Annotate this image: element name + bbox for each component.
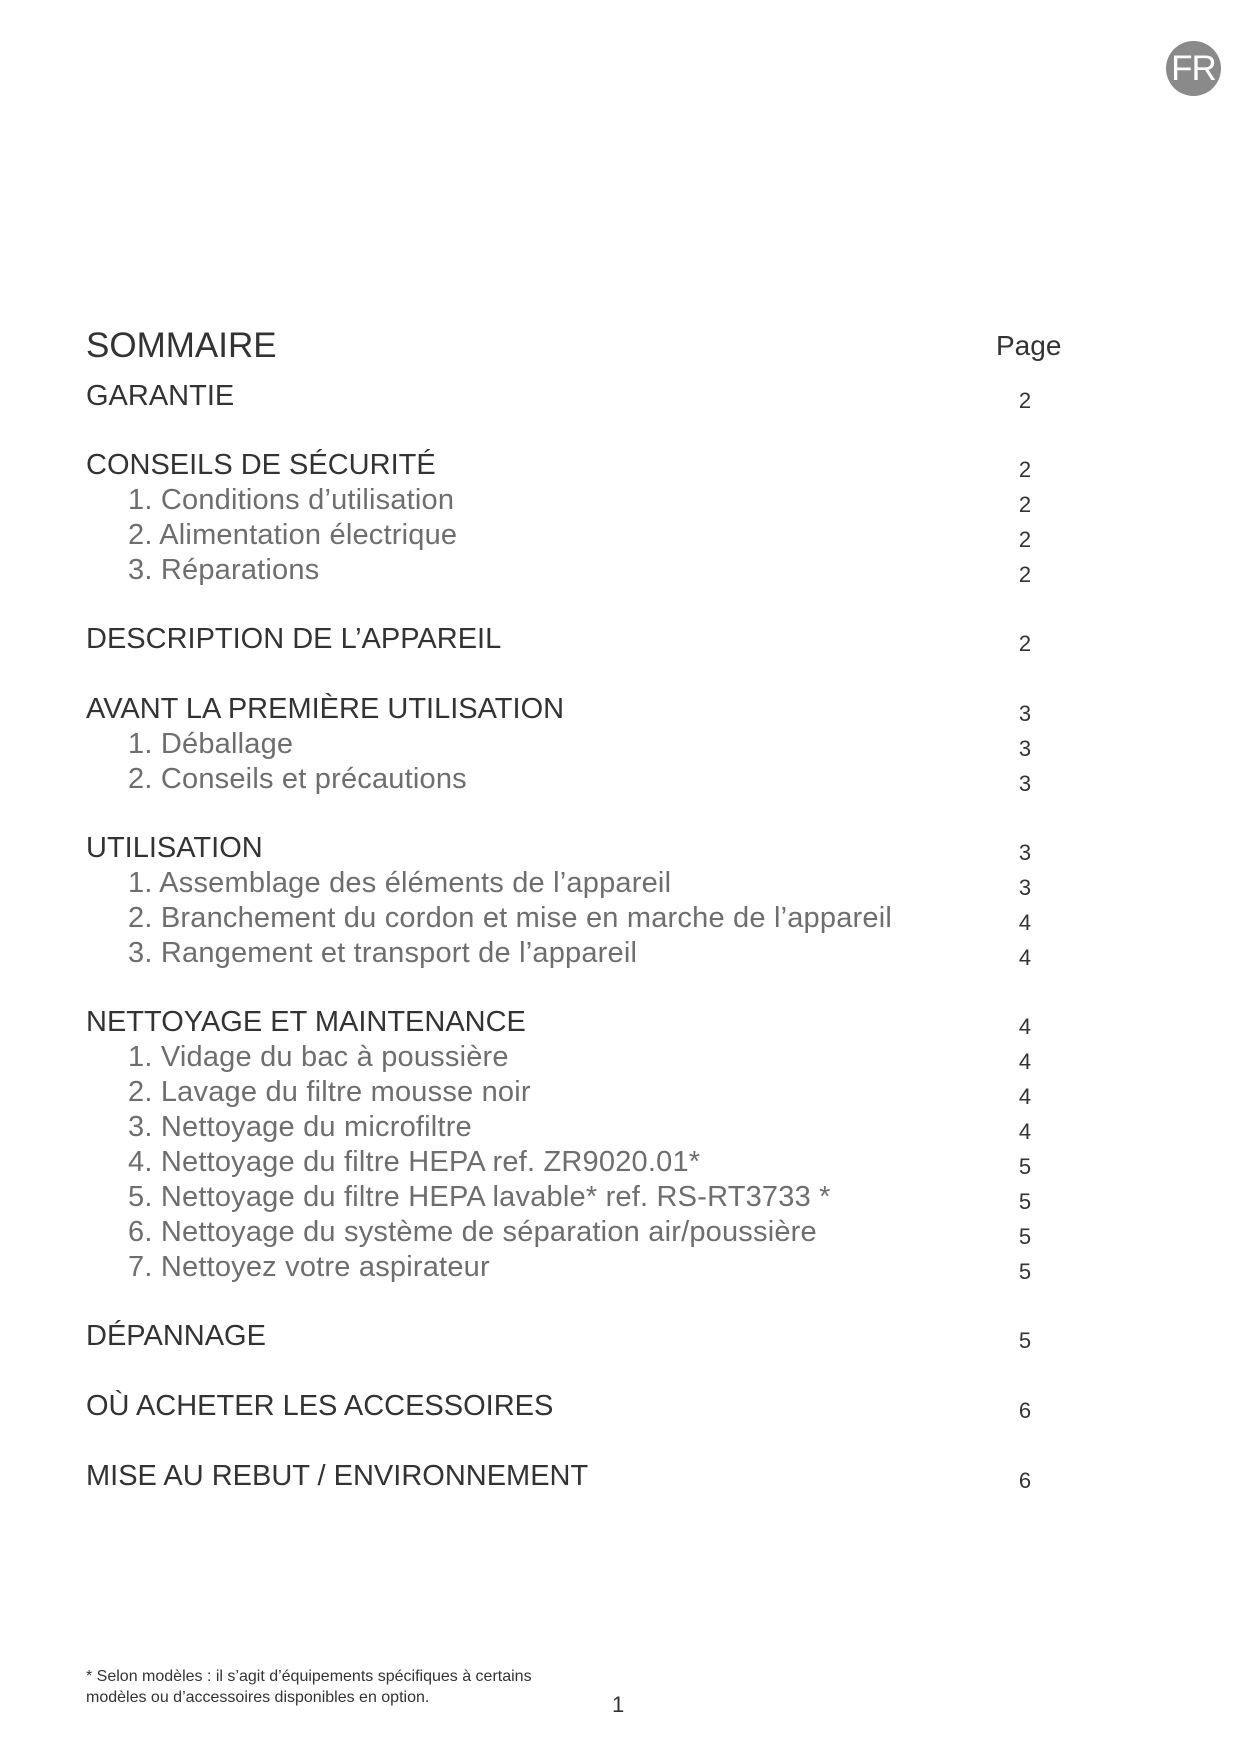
toc-page-number: 4 [1018,945,1032,970]
toc-page-number: 5 [1018,1189,1032,1214]
toc-section-conseils-securite [0,449,1240,484]
toc-label: 1. Vidage du bac à poussière [128,1041,509,1073]
toc-page-number: 6 [1018,1468,1032,1493]
toc-page-number: 4 [1018,1014,1032,1039]
footnote [86,1666,532,1708]
page-column-label: Page [996,330,1062,361]
toc-section-garantie [0,380,1240,415]
footnote-line: * Selon modèles : il s’agit d’équipements spécifiques à certains [86,1668,532,1685]
toc-page-number: 2 [1018,388,1032,413]
toc-section-environnement [0,1460,1240,1495]
toc-page-number: 3 [1018,771,1032,796]
toc-label: 3. Réparations [128,554,320,586]
toc-label: GARANTIE [86,380,235,412]
page-title: SOMMAIRE [86,326,277,365]
toc-label: 3. Rangement et transport de l’appareil [128,937,638,969]
toc-label: UTILISATION [86,832,263,864]
toc-label: CONSEILS DE SÉCURITÉ [86,449,436,481]
toc-page-number: 4 [1018,1049,1032,1074]
toc-subsection [0,1181,1240,1216]
toc-label: AVANT LA PREMIÈRE UTILISATION [86,693,565,725]
toc-page-number: 2 [1018,457,1032,482]
toc-subsection [0,902,1240,937]
toc-page-number: 2 [1018,492,1032,517]
toc-subsection [0,867,1240,902]
toc-subsection [0,1041,1240,1076]
toc-subsection [0,519,1240,554]
toc-page-number: 5 [1018,1224,1032,1249]
toc-label: 3. Nettoyage du microfiltre [128,1111,472,1143]
toc-label: 2. Lavage du filtre mousse noir [128,1076,531,1108]
footnote-line: modèles ou d’accessoires disponibles en option. [86,1689,430,1706]
toc-label: 5. Nettoyage du filtre HEPA lavable* ref. RS-RT3733 * [128,1181,831,1213]
toc-page-number: 3 [1018,701,1032,726]
toc-subsection [0,484,1240,519]
toc-subsection [0,1111,1240,1146]
toc-subsection [0,728,1240,763]
toc-section-utilisation [0,832,1240,867]
toc-page-number: 2 [1018,527,1032,552]
toc-label: 2. Conseils et précautions [128,763,467,795]
toc-page-number: 5 [1018,1154,1032,1179]
toc-page-number: 3 [1018,875,1032,900]
toc-page-number: 4 [1018,1119,1032,1144]
toc-page-number: 2 [1018,631,1032,656]
toc-label: MISE AU REBUT / ENVIRONNEMENT [86,1460,589,1492]
toc-subsection [0,1076,1240,1111]
page-number: 1 [612,1692,625,1717]
toc-page-number: 6 [1018,1398,1032,1423]
toc-label: 4. Nettoyage du filtre HEPA ref. ZR9020.01* [128,1146,701,1178]
toc-label: OÙ ACHETER LES ACCESSOIRES [86,1390,554,1422]
toc-subsection [0,937,1240,972]
toc-page-number: 4 [1018,1084,1032,1109]
toc-section-description [0,623,1240,658]
toc-page-number: 2 [1018,562,1032,587]
toc-label: 1. Déballage [128,728,294,760]
toc-subsection [0,1251,1240,1286]
toc-section-accessoires [0,1390,1240,1425]
toc-label: 1. Conditions d’utilisation [128,484,455,516]
toc-subsection [0,554,1240,589]
toc-page-number: 4 [1018,910,1032,935]
toc-label: NETTOYAGE ET MAINTENANCE [86,1006,526,1038]
toc-page-number: 3 [1018,736,1032,761]
toc-subsection [0,763,1240,798]
toc-label: 1. Assemblage des éléments de l’appareil [128,867,672,899]
toc-page-number: 5 [1018,1328,1032,1353]
toc-label: DESCRIPTION DE L’APPAREIL [86,623,502,655]
toc-subsection [0,1216,1240,1251]
toc-label: 2. Alimentation électrique [128,519,458,551]
toc-label: 7. Nettoyez votre aspirateur [128,1251,490,1283]
toc-label: 6. Nettoyage du système de séparation air/poussière [128,1216,817,1248]
toc-section-nettoyage [0,1006,1240,1041]
toc-label: 2. Branchement du cordon et mise en marche de l’appareil [128,902,893,934]
toc-section-depannage [0,1320,1240,1355]
toc-page-number: 3 [1018,840,1032,865]
toc-section-avant-utilisation [0,693,1240,728]
language-badge: FR [1166,41,1221,96]
toc-label: DÉPANNAGE [86,1320,266,1352]
toc-subsection [0,1146,1240,1181]
toc-page-number: 5 [1018,1259,1032,1284]
